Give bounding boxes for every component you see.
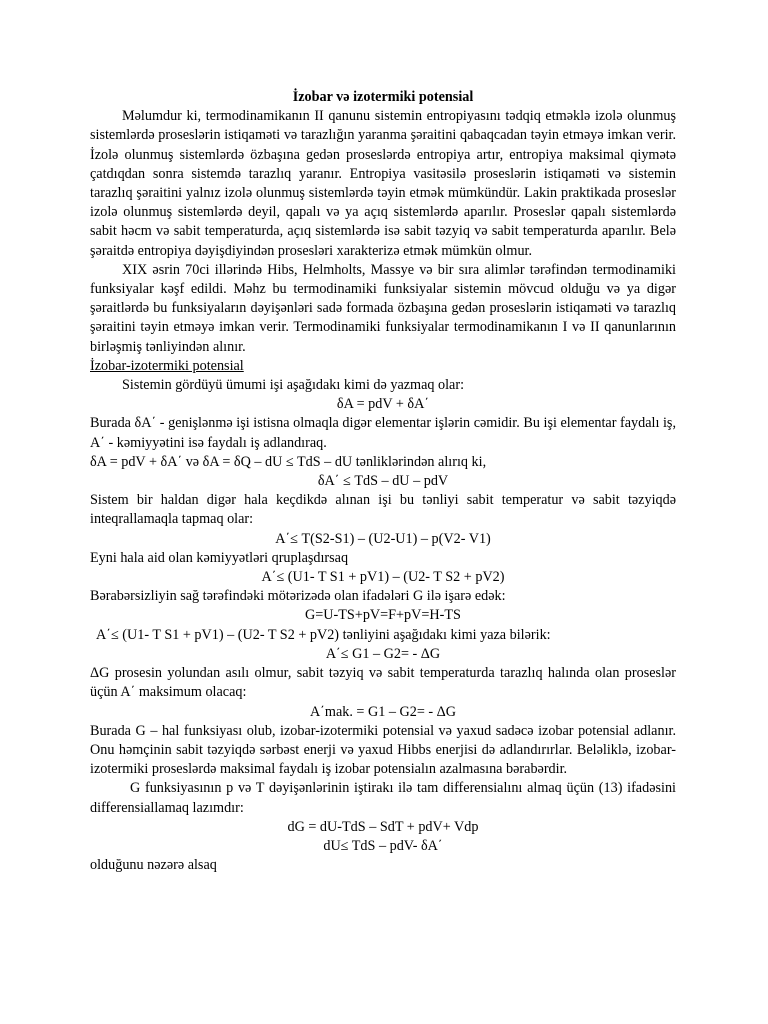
equation-3: δA΄ ≤ TdS – dU – pdV: [317, 473, 449, 490]
equation-10: dG = dU-TdS – SdT + pdV+ Vdp: [287, 818, 479, 835]
equation-11: dU≤ TdS – pdV- δA΄: [323, 837, 443, 854]
paragraph-closing: olduğunu nəzərə alsaq: [90, 857, 217, 874]
paragraph-gibbs: Burada G – hal funksiyası olub, izobar-izotermiki potensial və yaxud sadəcə izobar potensial adlanır. Onu həmçinin sabit təzyiqdə sərbəst enerji və yaxud Hibbs enerjisi də adlandırırlar. Beləliklə, izobar-izotermiki proseslərdə maksimal faydalı iş izobar potensialın azalmasına bərabərdir.: [90, 722, 676, 778]
section-heading: İzobar-izotermiki potensial: [90, 357, 244, 374]
paragraph-useful-work: Burada δA΄ - genişlənmə işi istisna olmaqla digər elementar işlərin cəmidir. Bu işi elementar faydalı iş, A΄ - kəmiyyətini isə faydalı iş adlandıraq.: [90, 415, 676, 451]
equation-8: A΄≤ G1 – G2= - ΔG: [325, 645, 441, 662]
equation-6: G=U-TS+pV=F+pV=H-TS: [305, 607, 461, 624]
paragraph-work: Sistemin gördüyü ümumi işi aşağıdakı kimi də yazmaq olar:: [122, 377, 465, 394]
paragraph-history: XIX əsrin 70ci illərində Hibs, Helmholts, Massye və bir sıra alimlər tərəfindən termodinamiki funksiyalar kəşf edildi. Məhz bu termodinamiki funksiyalar sistemin mövcud olduğu və ya digər şəraitlərdə bu funksiyaların dəyişənləri sadə formada özbaşına gedən proseslərin istiqaməti və tarazlıq şəraitini təyin etməyə imkan verir. Termodinamiki funksiyalar termodinamikanın I və II qanunlarının birləşmiş tənliyindən alınır.: [90, 261, 676, 355]
paragraph-intro: Məlumdur ki, termodinamikanın II qanunu sistemin entropiyasını tədqiq etməklə izolə olunmuş sistemlərdə proseslərin istiqaməti və tarazlığın yaranma şəraitini qabaqcadan təyin etməyə imkan verir. İzolə olunmuş sistemlərdə özbaşına gedən proseslərdə entropiya artır, entropiya maksimal qiymətə çatdıqdan sonra sistemdə tarazlıq yaranır. Entropiya vasitəsilə proseslərin istiqaməti və sistemin tarazlıq şəraitini yalnız izolə olunmuş sistemlərdə təyin etmək mümkündür. Lakin praktikada proseslər izolə olunmuş sistemlərdə deyil, qapalı və ya açıq sistemlərdə aparılır. Proseslər qapalı sistemlərdə sabit həcm və sabit temperaturda, açıq sistemlərdə isə sabit təzyiq və sabit temperaturda aparılır. Belə şəraitdə entropiya dəyişdiyindən prosesləri xarakterizə etmək mümkün olmur.: [90, 108, 676, 259]
equation-1: δA = pdV + δA΄: [336, 396, 430, 413]
equation-4: A΄≤ T(S2-S1) – (U2-U1) – p(V2- V1): [275, 530, 491, 547]
paragraph-delta-g: ΔG prosesin yolundan asılı olmur, sabit təzyiq və sabit temperaturda tarazlıq halında olan proseslər üçün A΄ maksimum olacaq:: [90, 665, 676, 701]
equation-7: A΄≤ (U1- T S1 + pV1) – (U2- T S2 + pV2) tənliyini aşağıdakı kimi yaza bilərik:: [96, 626, 551, 643]
document-title: İzobar və izotermiki potensial: [292, 89, 474, 105]
paragraph-differential: G funksiyasının p və T dəyişənlərinin iştirakı ilə tam differensialını almaq üçün (13) ifadəsini differensiallamaq lazımdır:: [90, 780, 676, 816]
paragraph-integration: Sistem bir haldan digər hala keçdikdə alınan işi bu tənliyi sabit temperatur və sabit təzyiqdə inteqrallamaqla tapmaq olar:: [90, 492, 676, 528]
paragraph-grouping: Eyni hala aid olan kəmiyyətləri qruplaşdırsaq: [90, 549, 349, 566]
equation-9: A΄mak. = G1 – G2= - ΔG: [309, 703, 457, 720]
paragraph-define-g: Bərabərsizliyin sağ tərəfindəki mötərizədə olan ifadələri G ilə işarə edək:: [90, 588, 506, 605]
equation-5: A΄≤ (U1- T S1 + pV1) – (U2- T S2 + pV2): [261, 569, 505, 586]
equation-2: δA = pdV + δA΄ və δA = δQ – dU ≤ TdS – dU tənliklərindən alırıq ki,: [90, 453, 487, 470]
